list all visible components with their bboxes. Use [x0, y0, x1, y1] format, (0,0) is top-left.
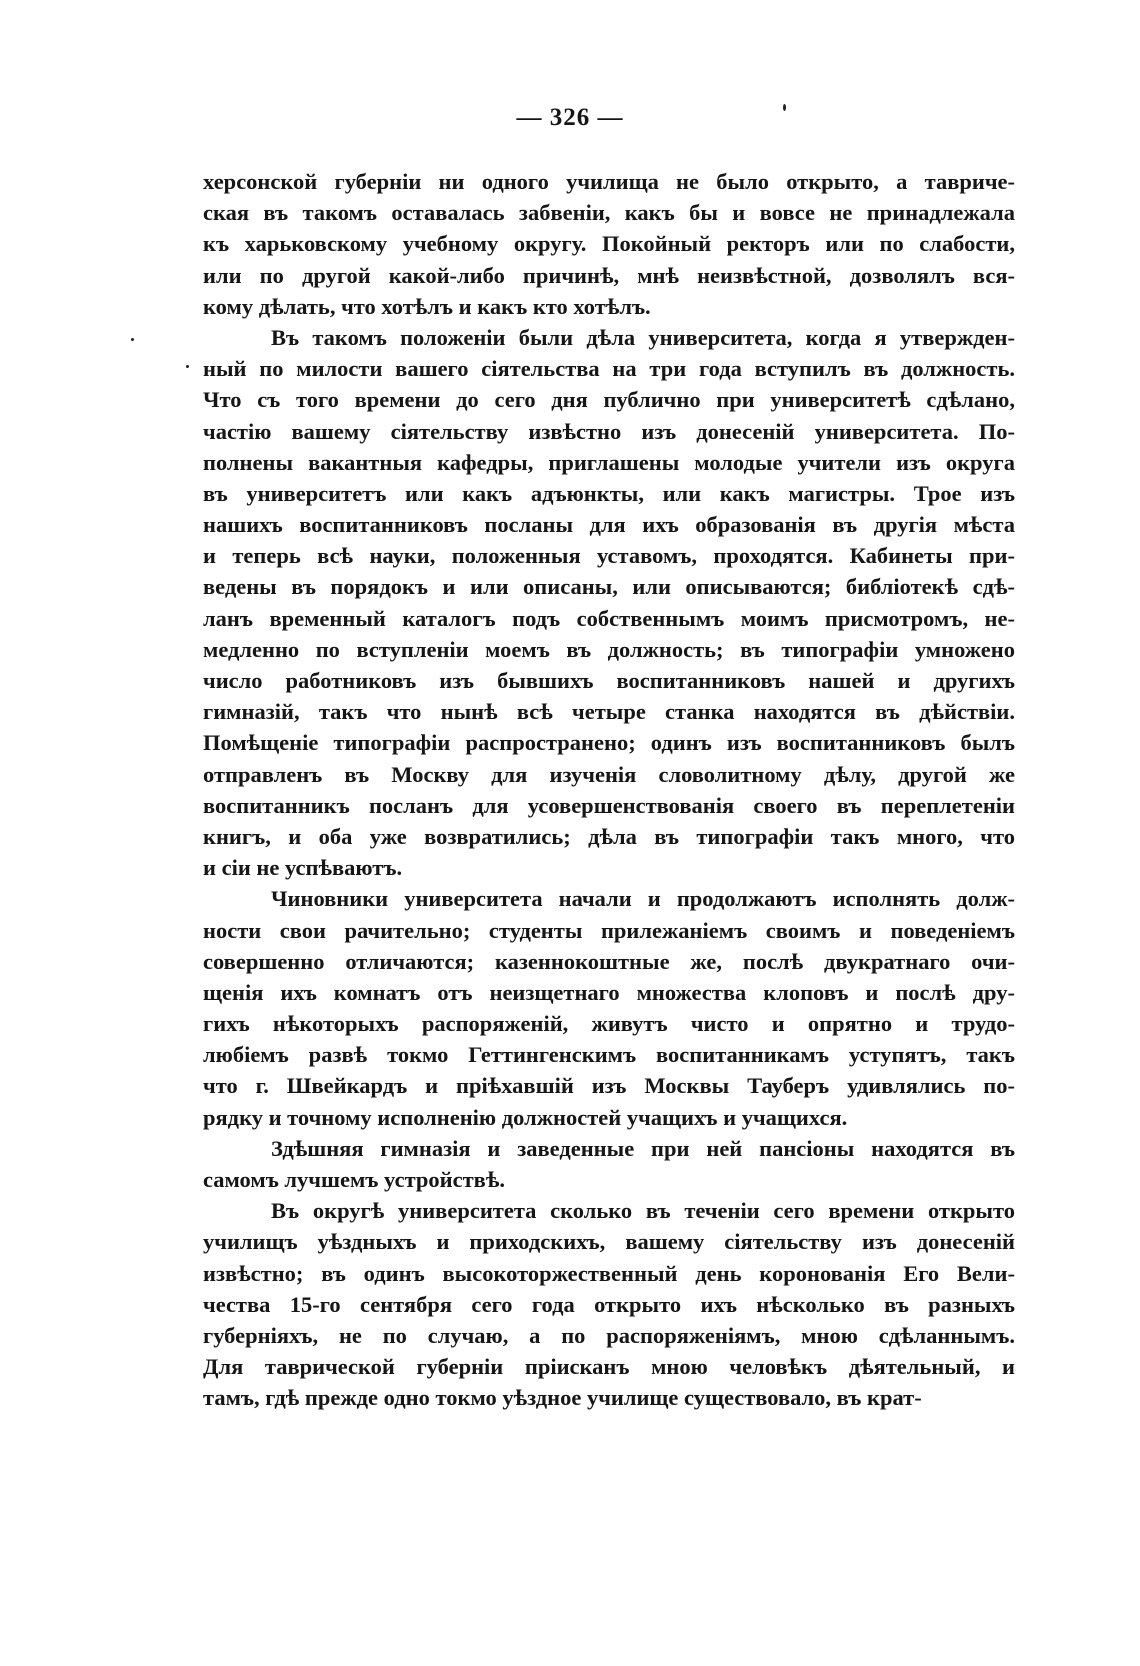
text-line: въ университетъ или какъ адъюнкты, или какъ магистры. Трое изъ: [203, 480, 1015, 506]
text-line: воспитанникъ посланъ для усовершенствованія своего въ переплетеніи: [203, 792, 1015, 818]
text-line: извѣстно; въ одинъ высокоторжественный день коронованія Его Вели-: [203, 1260, 1015, 1286]
text-line: самомъ лучшемъ устройствѣ.: [203, 1167, 505, 1192]
text-line: полнены вакантныя кафедры, приглашены молодые учители изъ округа: [203, 449, 1015, 475]
text-line: медленно по вступленіи моемъ въ должность; въ типографіи умножено: [203, 636, 1015, 662]
text-line: щенія ихъ комнатъ отъ неизщетнаго множества клоповъ и послѣ дру-: [203, 979, 1015, 1005]
paragraph: [203, 166, 1015, 322]
text-line: отправленъ въ Москву для изученія словолитному дѣлу, другой же: [203, 761, 1015, 787]
text-line: книгъ, и оба уже возвратились; дѣла въ типографіи такъ много, что: [203, 823, 1015, 849]
text-line: ская въ такомъ оставалась забвеніи, какъ бы и вовсе не принадлежала: [203, 200, 1015, 226]
text-line: Что съ того времени до сего дня публично при университетѣ сдѣлано,: [203, 387, 1015, 413]
text-line: Здѣшняя гимназія и заведенные при ней пансіоны находятся въ: [271, 1135, 1015, 1161]
text-line: ланъ временный каталогъ подъ собственнымъ моимъ присмотромъ, не-: [203, 605, 1015, 631]
text-line: ный по милости вашего сіятельства на три года вступилъ въ должность.: [203, 356, 1015, 382]
text-line: совершенно отличаются; казеннокоштные же, послѣ двукратнаго очи-: [203, 948, 1015, 974]
text-line: число работниковъ изъ бывшихъ воспитанниковъ нашей и другихъ: [203, 668, 1015, 693]
page-number: — 326 —: [516, 104, 624, 131]
text-line: гимназій, такъ что нынѣ всѣ четыре станка находятся въ дѣйствіи.: [203, 699, 1015, 725]
text-line: частію вашему сіятельству извѣстно изъ донесеній университета. По-: [203, 418, 1015, 444]
text-line: что г. Швейкардъ и пріѣхавшій изъ Москвы Тауберъ удивлялись по-: [203, 1073, 1015, 1099]
scan-speck: [186, 365, 189, 368]
text-line: нашихъ воспитанниковъ посланы для ихъ образованія въ другія мѣста: [203, 512, 1015, 538]
text-line: гихъ нѣкоторыхъ распоряженій, живутъ чисто и опрятно и трудо-: [203, 1011, 1015, 1037]
text-line: Помѣщеніе типографіи распространено; одинъ изъ воспитанниковъ былъ: [203, 730, 1015, 756]
text-line: ведены въ порядокъ и или описаны, или описываются; библіотекѣ сдѣ-: [203, 574, 1015, 600]
text-line: чества 15-го сентября сего года открыто ихъ нѣсколько въ разныхъ: [203, 1291, 1015, 1317]
text-line: херсонской губерніи ни одного училища не было открыто, а тавриче-: [203, 169, 1015, 194]
text-line: любіемъ развѣ токмо Геттингенскимъ воспитанникамъ уступятъ, такъ: [203, 1042, 1015, 1068]
text-line: и теперь всѣ науки, положенныя уставомъ, проходятся. Кабинеты при-: [203, 543, 1015, 569]
paragraph: [203, 883, 1015, 1133]
scan-speck: [131, 338, 134, 341]
paragraph: [203, 322, 1015, 883]
text-line: ности свои рачительно; студенты прилежаніемъ своимъ и поведеніемъ: [203, 917, 1015, 943]
text-line: тамъ, гдѣ прежде одно токмо уѣздное училище существовало, въ крат-: [203, 1385, 922, 1411]
text-line: губерніяхъ, не по случаю, а по распоряженіямъ, мною сдѣланнымъ.: [203, 1322, 1015, 1348]
paragraph: [203, 1195, 1015, 1413]
text-line: рядку и точному исполненію должностей учащихъ и учащихся.: [203, 1104, 848, 1130]
text-line: кому дѣлать, что хотѣлъ и какъ кто хотѣлъ.: [203, 293, 651, 319]
text-line: къ харьковскому учебному округу. Покойный ректоръ или по слабости,: [203, 231, 1015, 257]
text-line: Въ такомъ положеніи были дѣла университета, когда я утвержден-: [271, 324, 1015, 350]
text-line: училищъ уѣздныхъ и приходскихъ, вашему сіятельству изъ донесеній: [203, 1229, 1015, 1255]
text-line: Для таврической губерніи прiисканъ мною человѣкъ дѣятельный, и: [203, 1354, 1015, 1380]
text-line: и сіи не успѣваютъ.: [203, 855, 403, 881]
body-text: [203, 166, 1015, 1414]
text-line: Въ округѣ университета сколько въ теченіи сего времени открыто: [271, 1198, 1015, 1224]
text-line: или по другой какой-либо причинѣ, мнѣ неизвѣстной, дозволялъ вся-: [203, 262, 1015, 288]
text-line: Чиновники университета начали и продолжаютъ исполнять долж-: [271, 886, 1015, 912]
paragraph: [203, 1133, 1015, 1195]
scan-speck: [783, 104, 786, 111]
